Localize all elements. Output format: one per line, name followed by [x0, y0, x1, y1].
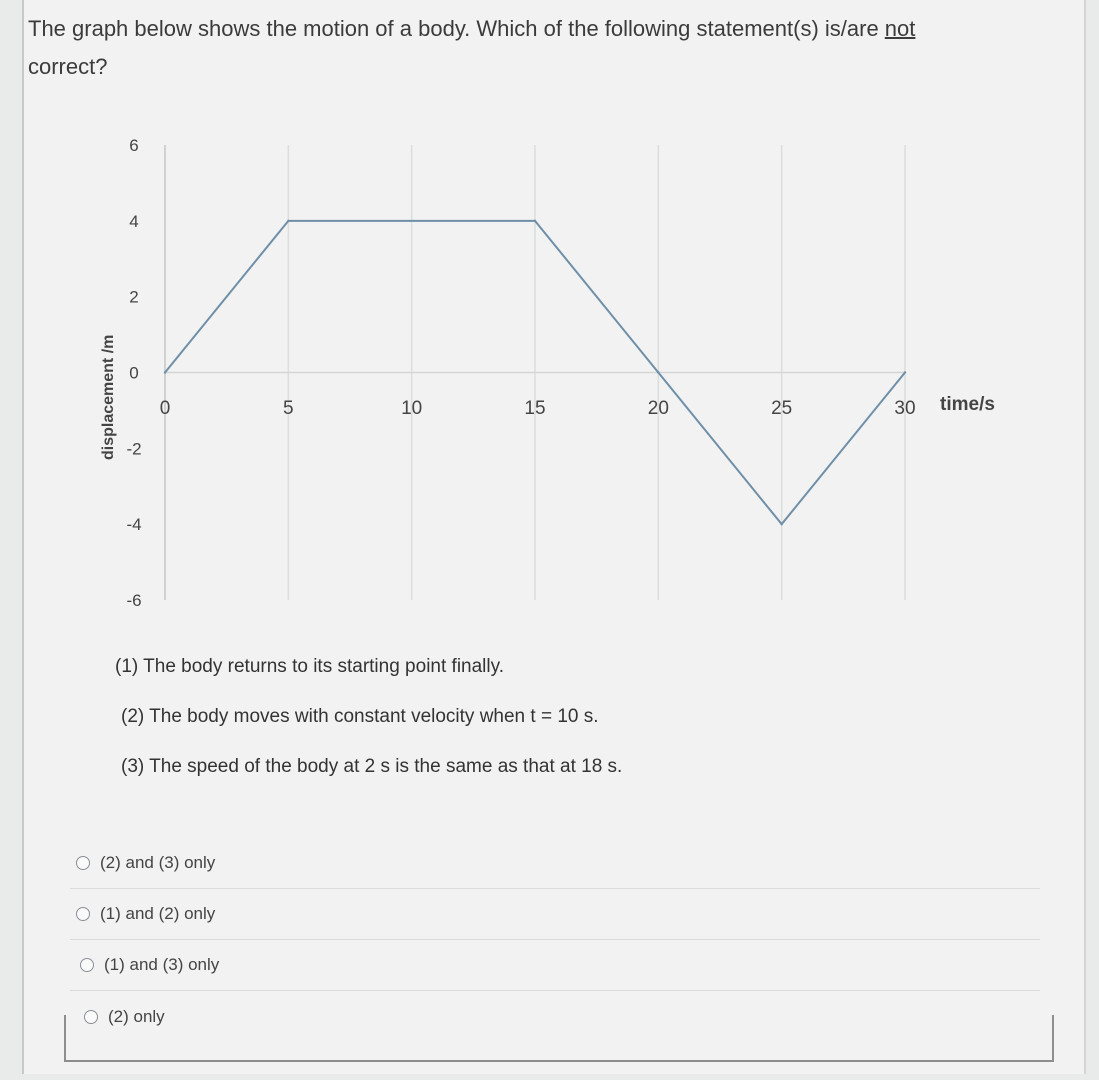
y-tick-label: -2: [126, 439, 142, 459]
statement-list: [115, 648, 815, 798]
statement-2: (2) The body moves with constant velocity when t = 10 s.: [121, 706, 599, 727]
data-point: [780, 523, 782, 525]
x-axis-label: time/s: [940, 394, 995, 415]
y-tick-label: 0: [129, 363, 139, 383]
option-1-and-3-only[interactable]: [70, 940, 1040, 991]
data-point: [287, 220, 289, 222]
frame-edge: [1052, 1015, 1054, 1062]
data-point: [904, 371, 906, 373]
x-tick-label: 20: [647, 398, 669, 419]
question-emphasis: not: [884, 16, 916, 41]
option-label: (2) and (3) only: [100, 853, 216, 872]
y-tick-label: 4: [129, 211, 139, 231]
x-tick-label: 5: [283, 398, 294, 419]
radio-button-icon[interactable]: [80, 958, 94, 972]
x-tick-label: 10: [401, 398, 423, 419]
y-axis-label: displacement /m: [100, 334, 117, 460]
y-tick-labels: [126, 136, 141, 610]
option-2-only[interactable]: [70, 991, 1040, 1042]
y-tick-label: 6: [129, 136, 139, 155]
option-label: (1) and (3) only: [104, 955, 220, 974]
x-tick-label: 30: [894, 398, 916, 419]
x-tick-labels: [160, 398, 916, 419]
y-tick-label: 2: [129, 287, 139, 307]
data-point: [534, 220, 536, 222]
data-point: [657, 371, 659, 373]
y-tick-label: -4: [126, 515, 142, 535]
statement-3: (3) The speed of the body at 2 s is the same as that at 18 s.: [121, 756, 623, 777]
radio-button-icon[interactable]: [84, 1010, 98, 1024]
answer-options: [70, 838, 1040, 1042]
option-2-and-3-only[interactable]: [70, 838, 1040, 889]
frame-edge: [64, 1015, 66, 1062]
x-tick-label: 0: [159, 398, 171, 419]
question-text-main: The graph below shows the motion of a body. Which of the following statement(s) is/are: [28, 16, 885, 41]
question-text-end: correct?: [28, 54, 108, 79]
radio-button-icon[interactable]: [76, 907, 90, 921]
statement-1: (1) The body returns to its starting point finally.: [115, 656, 504, 677]
y-tick-label: -6: [126, 591, 142, 610]
frame-edge: [64, 1060, 1054, 1062]
x-tick-label: 25: [771, 398, 793, 419]
option-label: (2) only: [108, 1006, 165, 1026]
x-tick-label: 15: [524, 398, 546, 419]
data-point: [164, 371, 166, 373]
radio-button-icon[interactable]: [76, 856, 90, 870]
option-1-and-2-only[interactable]: [70, 889, 1040, 940]
option-label: (1) and (2) only: [100, 904, 216, 923]
